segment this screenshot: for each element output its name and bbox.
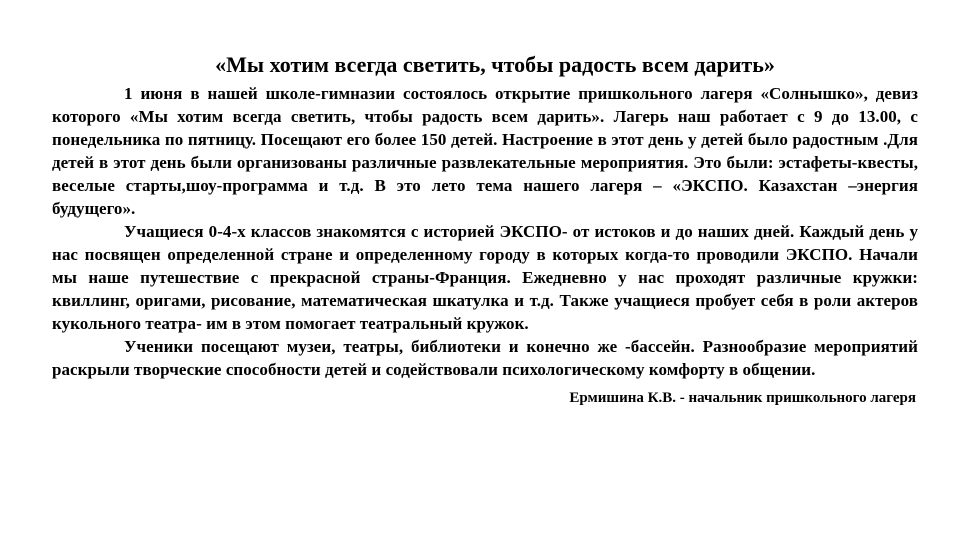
paragraph-opening: 1 июня в нашей школе-гимназии состоялось открытие пришкольного лагеря «Солнышко», девиз которого «Мы хотим всегда светить, чтобы радость всем дарить». Лагерь наш работает с 9 до 13.00, с понедельника по пятницу. Посещают его более 150 детей. Настроение в этот день у детей было радостным .Для детей в этот день были организованы различные развлекательные мероприятия. Это были: эстафеты-квесты, веселые старты,шоу-программа и т.д. В это лето тема нашего лагеря – «ЭКСПО. Казахстан –энергия будущего». [52, 84, 918, 218]
slide-content [52, 52, 918, 409]
document-title: «Мы хотим всегда светить, чтобы радость всем дарить» [215, 52, 775, 77]
author-signature: Ермишина К.В. - начальник пришкольного лагеря [569, 390, 916, 406]
paragraph-expo: Учащиеся 0-4-х классов знакомятся с историей ЭКСПО- от истоков и до наших дней. Каждый день у нас посвящен определенной стране и определенному городу в которых когда-то проводили ЭКСПО. Начали мы наше путешествие с прекрасной страны-Франция. Ежедневно у нас проходят различные кружки: квиллинг, оригами, рисование, математическая шкатулка и т.д. Также учащиеся пробует себя в роли актеров кукольного театра- им в этом помогает театральный кружок. [52, 222, 918, 333]
paragraph-activities: Ученики посещают музеи, театры, библиотеки и конечно же -бассейн. Разнообразие мероприятий раскрыли творческие способности детей и содействовали психологическому комфорту в общении. [52, 337, 918, 379]
